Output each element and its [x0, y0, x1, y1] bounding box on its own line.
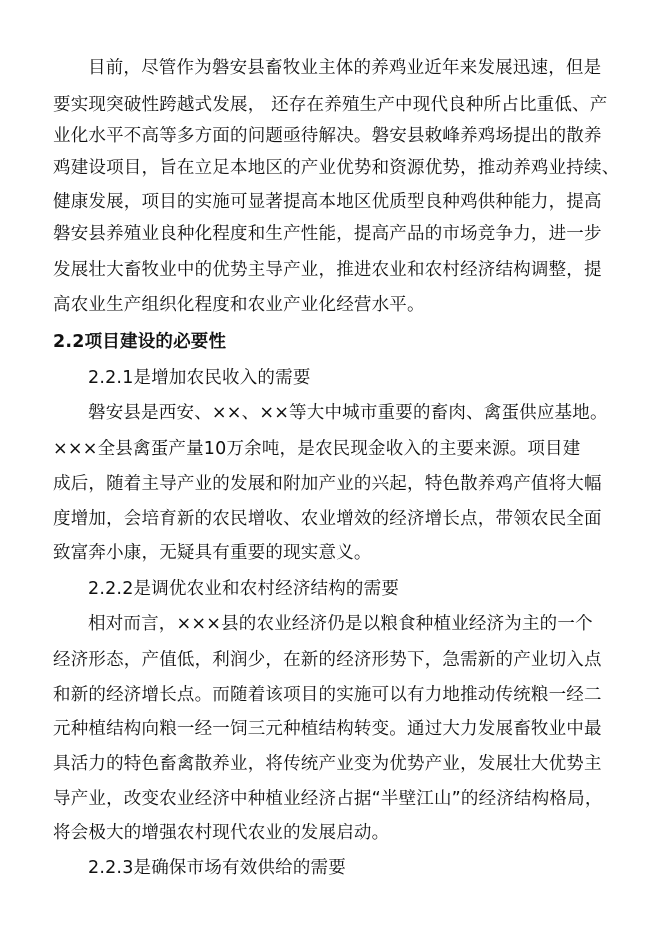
paragraph-line: ×××全县禽蛋产量10万余吨，是农民现金收入的主要来源。项目建: [53, 439, 581, 459]
paragraph-line: 业化水平不高等多方面的问题亟待解决。磐安县敕峰养鸡场提出的散养: [53, 126, 602, 146]
paragraph-line: 高农业生产组织化程度和农业产业化经营水平。: [53, 295, 425, 315]
paragraph-line: 和新的经济增长点。而随着该项目的实施可以有力地推动传统粮一经二: [53, 685, 602, 705]
paragraph-line: 磐安县是西安、××、××等大中城市重要的畜肉、禽蛋供应基地。: [88, 403, 608, 423]
paragraph-line: 将会极大的增强农村现代农业的发展启动。: [53, 823, 390, 843]
subsection-heading: 2.2.3是确保市场有效供给的需要: [88, 858, 346, 878]
paragraph-line: 要实现突破性跨越式发展， 还存在养殖生产中现代良种所占比重低、产: [53, 95, 608, 115]
paragraph-line: 鸡建设项目，旨在立足本地区的产业优势和资源优势，推动养鸡业持续、: [53, 158, 620, 178]
paragraph-line: 目前，尽管作为磐安县畜牧业主体的养鸡业近年来发展迅速，但是: [88, 58, 602, 78]
paragraph-line: 相对而言，×××县的农业经济仍是以粮食种植业经济为主的一个: [88, 614, 593, 634]
subsection-heading: 2.2.2是调优农业和农村经济结构的需要: [88, 579, 400, 599]
subsection-heading: 2.2.1是增加农民收入的需要: [88, 368, 311, 388]
paragraph-line: 具活力的特色畜禽散养业，将传统产业变为优势产业，发展壮大优势主: [53, 754, 602, 774]
paragraph-line: 发展壮大畜牧业中的优势主导产业，推进农业和农村经济结构调整，提: [53, 260, 602, 280]
paragraph-line: 经济形态，产值低，利润少，在新的经济形势下，急需新的产业切入点: [53, 650, 602, 670]
paragraph-line: 度增加，会培育新的农民增收、农业增效的经济增长点，带领农民全面: [53, 509, 602, 529]
paragraph-line: 致富奔小康，无疑具有重要的现实意义。: [53, 543, 372, 563]
paragraph-line: 成后，随着主导产业的发展和附加产业的兴起，特色散养鸡产值将大幅: [53, 474, 602, 494]
paragraph-line: 健康发展，项目的实施可显著提高本地区优质型良种鸡供种能力，提高: [53, 192, 602, 212]
paragraph-line: 元种植结构向粮一经一饲三元种植结构转变。通过大力发展畜牧业中最: [53, 719, 602, 739]
paragraph-line: 磐安县养殖业良种化程度和生产性能，提高产品的市场竞争力，进一步: [53, 224, 602, 244]
paragraph-line: 导产业，改变农业经济中种植业经济占据“半壁江山”的经济结构格局，: [53, 789, 603, 809]
section-heading: 2.2项目建设的必要性: [53, 332, 227, 352]
